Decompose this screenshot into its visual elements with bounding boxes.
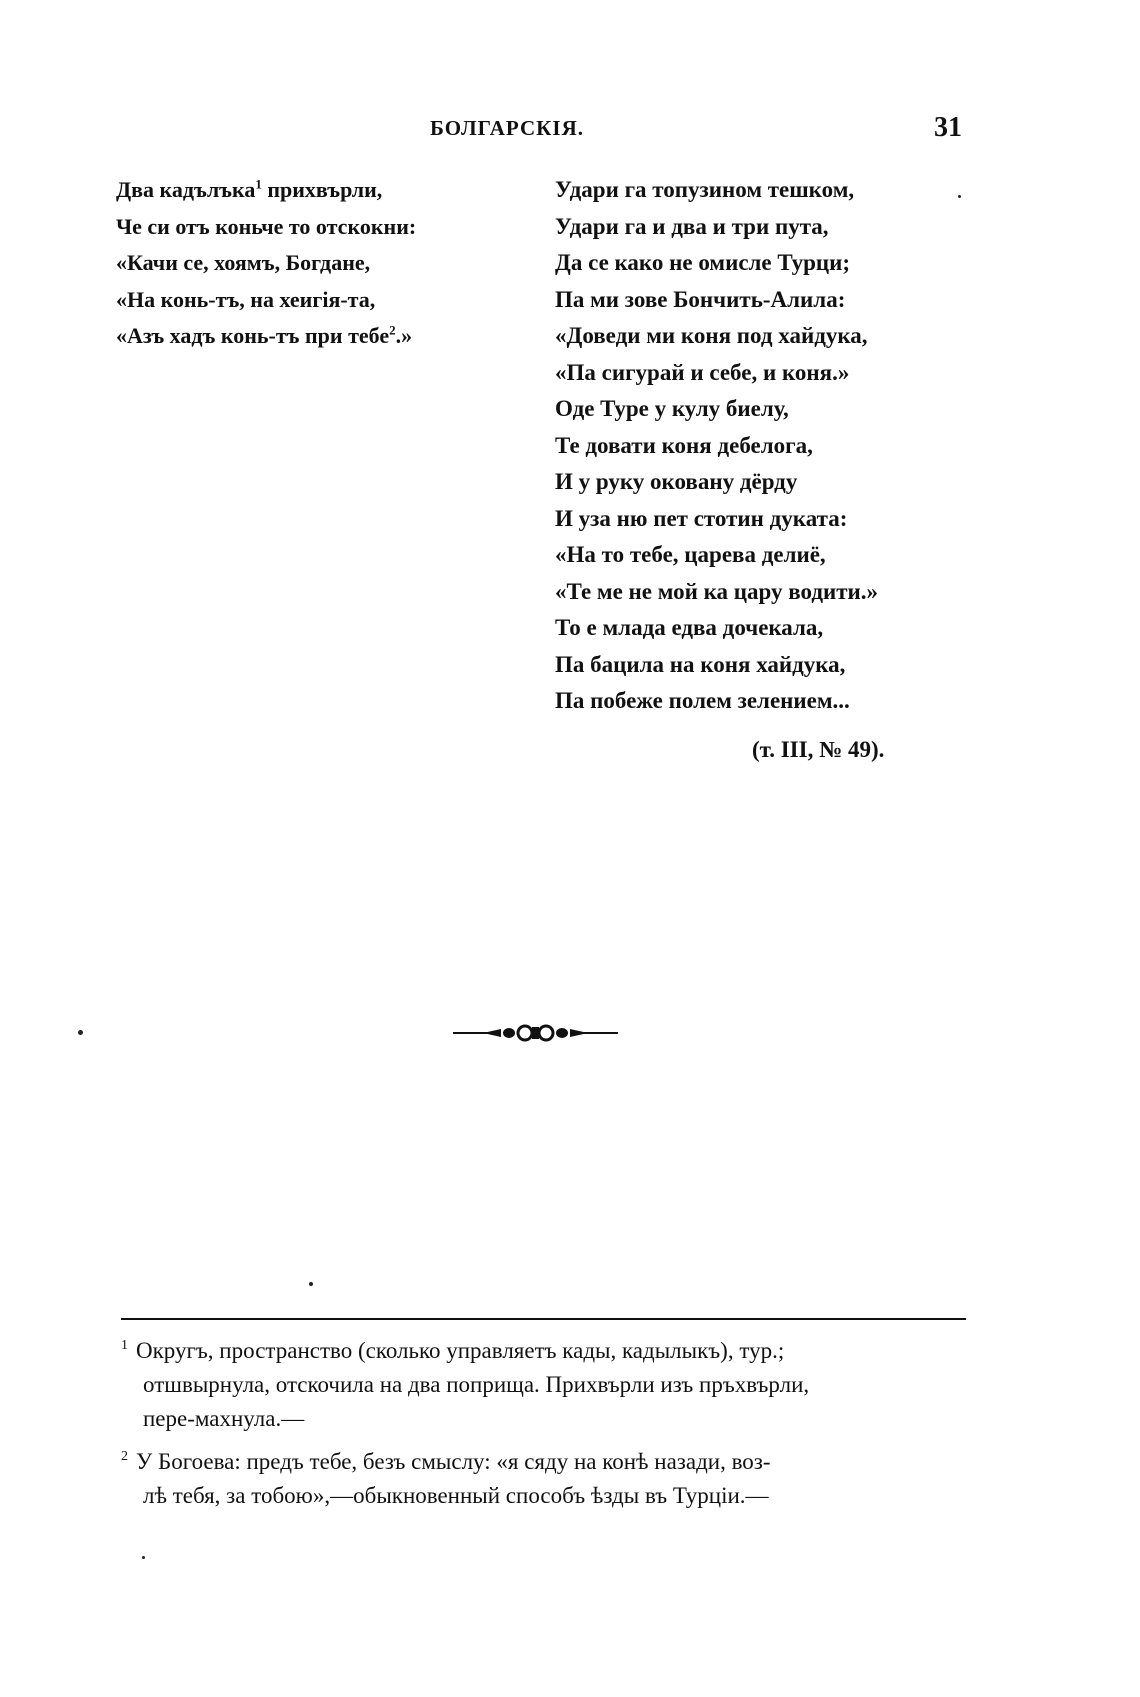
footnote-line: отшвырнула, отскочила на два поприща. Прихвърли изъ пръхвърли,	[143, 1372, 810, 1397]
footnote-line: пере-махнула.—	[143, 1406, 305, 1431]
verse-line: «Те ме не мой ка цару водити.»	[555, 578, 879, 604]
footnote-marker: 2	[121, 1449, 128, 1465]
verse-line: Те довати коня дебелога,	[555, 432, 813, 458]
verse-line: «Па сигурай и себе, и коня.»	[555, 359, 850, 385]
verse-line: Два кадълъка$^1$ прихвърли,	[116, 176, 383, 202]
verse-line: Удари га топузином тешком,	[555, 177, 855, 202]
verse-line: Че си отъ коньче то отскокни:	[116, 213, 417, 239]
footnote-2	[121, 1445, 966, 1513]
footnote-marker: 1	[121, 1338, 128, 1354]
verse-line: Оде Туре у кулу биелу,	[555, 396, 789, 421]
source-reference: (т. III, № 49).	[752, 737, 885, 762]
verse-line: Па ми зове Бончить-Алила:	[555, 286, 846, 312]
ornament-divider-icon	[453, 1023, 618, 1043]
footnote-line: лѣ тебя, за тобою»,—обыкновенный способъ ѣзды въ Турціи.—	[143, 1483, 769, 1508]
print-speck	[958, 195, 961, 198]
print-speck	[309, 1282, 313, 1286]
verse-line: «Доведи ми коня под хайдука,	[555, 323, 868, 348]
verse-line: Удари га и два и три пута,	[555, 213, 829, 239]
page-number: 31	[934, 112, 962, 143]
verse-line: Да се како не омисле Турци;	[555, 250, 851, 275]
left-verse-column	[116, 172, 556, 355]
footnote-marker: 2	[389, 322, 396, 338]
verse-line: И уза ню пет стотин дуката:	[555, 505, 848, 531]
print-speck	[78, 1030, 83, 1035]
verse-line: Па побеже полем зелением...	[555, 688, 850, 713]
verse-line: Па бацила на коня хайдука,	[555, 651, 846, 677]
footnote-marker: 1	[255, 176, 262, 192]
print-speck	[142, 1556, 145, 1559]
verse-line: «Азъ хадъ конь-тъ при тебе$^2$.»	[116, 322, 413, 348]
footnote-line: $^2$ У Богоева: предъ тебе, безъ смыслу: «я сяду на конѣ назади, воз-	[121, 1449, 771, 1474]
verse-line: То е млада едва дочекала,	[555, 615, 824, 640]
verse-line: «На конь-тъ, на хеигія-та,	[116, 286, 376, 312]
footnote-line: $^1$ Округъ, пространство (сколько управляетъ кады, кадылыкъ), тур.;	[121, 1338, 785, 1363]
footnote-1	[121, 1334, 966, 1436]
verse-line: И у руку оковану дёрду	[555, 469, 798, 494]
verse-line: «Качи се, хоямъ, Богдане,	[116, 250, 371, 275]
right-verse-column	[555, 172, 995, 720]
running-header: БОЛГАРСКІЯ.	[430, 116, 584, 140]
verse-line: «На то тебе, царева делиё,	[555, 542, 826, 567]
footnote-rule	[121, 1318, 966, 1320]
